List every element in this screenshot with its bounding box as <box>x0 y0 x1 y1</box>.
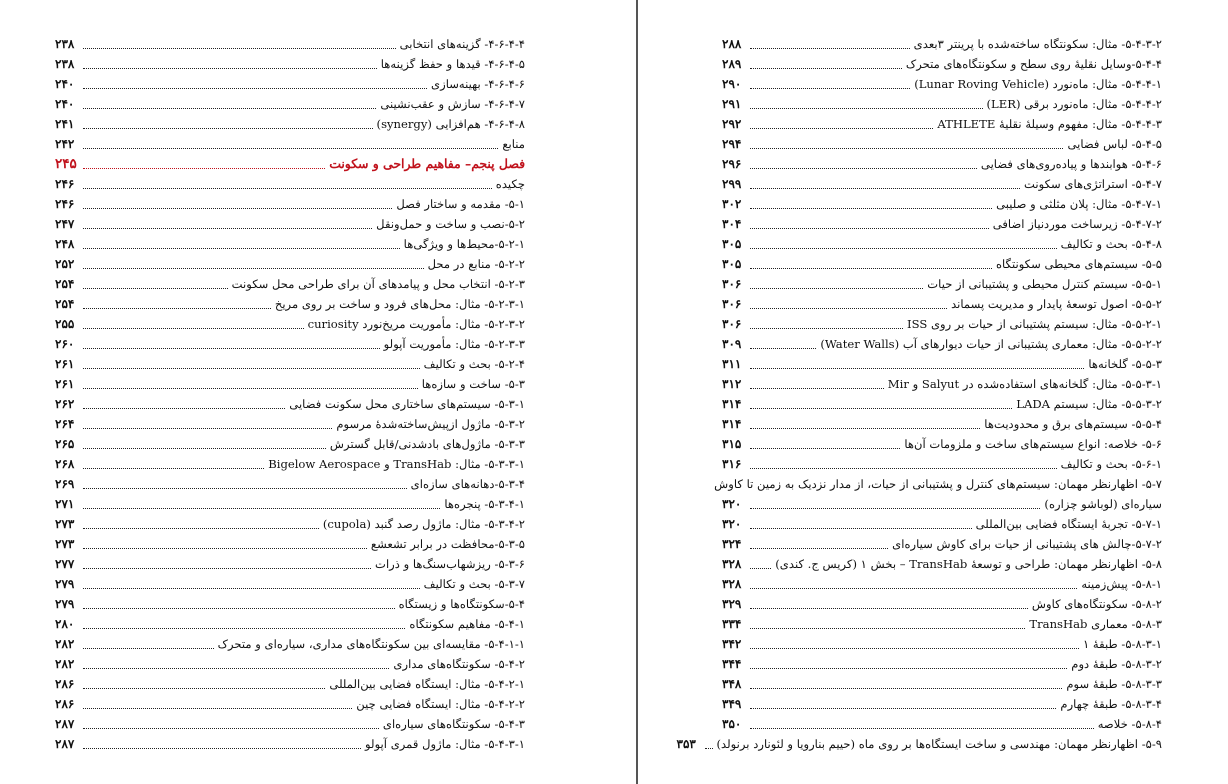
toc-dot-leader <box>83 268 424 269</box>
toc-page-number: ۲۵۵ <box>55 317 75 331</box>
toc-page-number: ۲۶۰ <box>55 337 75 351</box>
toc-dot-leader <box>750 348 816 349</box>
toc-dot-leader <box>705 748 713 749</box>
toc-entry-title: ۵-۵-۲- اصول توسعهٔ پایدار و مدیریت پسماند <box>951 297 1162 311</box>
toc-dot-leader <box>83 448 326 449</box>
toc-entry-title: ۵-۶-۱- بحث و تکالیف <box>1060 457 1162 471</box>
toc-page-number: ۲۴۰ <box>55 97 75 111</box>
toc-page-right <box>642 0 1228 784</box>
toc-entry-title: ۵-۵-۲-۲- مثال: معماری پشتیبانی از حیات دیوارهای آب (Water Walls) <box>820 337 1162 351</box>
toc-entry <box>722 134 1162 154</box>
toc-entry-title: ۵-۳-۱- سیستم‌های ساختاری محل سکونت فضایی <box>289 397 525 411</box>
toc-page-number: ۳۱۴ <box>722 397 742 411</box>
toc-entry <box>55 674 525 694</box>
toc-entry-title: ۴-۶-۴-۵- قیدها و حفظ گزینه‌ها <box>380 57 525 71</box>
toc-page-number: ۳۲۸ <box>722 577 742 591</box>
toc-page-number: ۳۱۵ <box>722 437 742 451</box>
toc-page-number: ۲۸۶ <box>55 677 75 691</box>
toc-page-number: ۲۵۴ <box>55 277 75 291</box>
toc-entry <box>722 214 1162 234</box>
toc-entry-title: ۵-۱- مقدمه و ساختار فصل <box>396 197 525 211</box>
toc-dot-leader <box>750 388 884 389</box>
toc-entry <box>722 594 1162 614</box>
toc-entry <box>55 474 525 494</box>
toc-dot-leader <box>83 68 377 69</box>
toc-dot-leader <box>750 108 983 109</box>
toc-page-number: ۲۶۲ <box>55 397 75 411</box>
toc-page-number: ۲۸۰ <box>55 617 75 631</box>
toc-page-number: ۳۳۴ <box>722 617 742 631</box>
toc-page-number: ۳۰۶ <box>722 277 742 291</box>
toc-dot-leader <box>750 648 1079 649</box>
toc-dot-leader <box>750 368 1084 369</box>
toc-entry <box>55 134 525 154</box>
toc-page-number: ۲۷۳ <box>55 517 75 531</box>
toc-page-number: ۳۱۱ <box>722 357 742 371</box>
toc-dot-leader <box>750 288 923 289</box>
toc-entry <box>722 334 1162 354</box>
toc-dot-leader <box>83 648 214 649</box>
toc-entry <box>55 634 525 654</box>
toc-dot-leader <box>750 668 1067 669</box>
toc-entry <box>722 154 1162 174</box>
toc-entry-title: ۵-۴-۲-۲- مثال: ایستگاه فضایی چین <box>356 697 525 711</box>
toc-entry <box>55 734 525 754</box>
toc-entry-title: ۵-۸-۳-۱- طبقهٔ ۱ <box>1082 637 1162 651</box>
toc-dot-leader <box>83 188 492 189</box>
toc-entry-title: ۵-۸- اظهارنظر مهمان: طراحی و توسعهٔ TransHab – بخش ۱ (کریس ج. کندی) <box>775 557 1162 571</box>
toc-entry <box>722 74 1162 94</box>
toc-entry-title: ۵-۴-۱- مفاهیم سکونتگاه <box>409 617 525 631</box>
toc-dot-leader <box>750 308 947 309</box>
toc-entry <box>722 174 1162 194</box>
toc-entry-title: منابع <box>502 137 525 151</box>
toc-page-number: ۲۳۸ <box>55 57 75 71</box>
toc-page-number: ۲۷۹ <box>55 597 75 611</box>
toc-entry <box>55 174 525 194</box>
toc-dot-leader <box>83 468 264 469</box>
toc-dot-leader <box>750 228 989 229</box>
toc-entry-title: ۵-۲-۲- منابع در محل <box>427 257 525 271</box>
toc-page-number: ۳۴۲ <box>722 637 742 651</box>
page-fold-line <box>636 0 638 784</box>
toc-entry <box>55 654 525 674</box>
toc-page-number: ۳۰۵ <box>722 237 742 251</box>
toc-entry-title: ۵-۴-۶- هوابندها و پیاده‌روی‌های فضایی <box>980 157 1162 171</box>
toc-entry-title: ۵-۲-نصب و ساخت و حمل‌ونقل <box>376 217 525 231</box>
toc-dot-leader <box>750 728 1094 729</box>
toc-dot-leader <box>83 708 352 709</box>
toc-dot-leader <box>750 148 1063 149</box>
toc-entry <box>722 494 1162 514</box>
toc-entry-title: ۵-۳-۴-دهانه‌های سازه‌ای <box>410 477 525 491</box>
toc-entry-title: ۵-۲-۴- بحث و تکالیف <box>423 357 525 371</box>
toc-entry <box>55 414 525 434</box>
toc-entry-title: ۵-۳-۳- ماژول‌های بادشدنی/قابل گسترش <box>329 437 525 451</box>
toc-entry-title: ۵-۲-۳-۲- مثال: مأموریت مریخ‌نورد curiosity <box>307 317 525 331</box>
toc-page-number: ۳۲۰ <box>722 517 742 531</box>
toc-page-number: ۳۱۴ <box>722 417 742 431</box>
toc-dot-leader <box>83 348 380 349</box>
toc-page-number: ۲۴۲ <box>55 137 75 151</box>
toc-dot-leader <box>83 748 361 749</box>
toc-entry <box>722 254 1162 274</box>
toc-entry <box>55 594 525 614</box>
toc-entry <box>722 574 1162 594</box>
toc-page-number: ۳۰۹ <box>722 337 742 351</box>
toc-entry-title: ۵-۸-۱- پیش‌زمینه <box>1081 577 1162 591</box>
toc-entry <box>55 394 525 414</box>
toc-dot-leader <box>83 628 405 629</box>
toc-entry <box>55 454 525 474</box>
toc-dot-leader <box>83 128 373 129</box>
toc-dot-leader <box>83 668 389 669</box>
toc-entry-title: ۵-۴-۳-۲- مثال: سکونتگاه ساخته‌شده با پرینتر ۳بعدی <box>913 37 1162 51</box>
toc-chapter-heading <box>55 154 525 174</box>
toc-entry-title: ۵-۵-۱- سیستم کنترل محیطی و پشتیبانی از حیات <box>927 277 1162 291</box>
toc-page-number: ۳۰۶ <box>722 297 742 311</box>
toc-dot-leader <box>83 528 319 529</box>
toc-page-number: ۲۷۷ <box>55 557 75 571</box>
toc-entry-title: چکیده <box>495 177 525 191</box>
toc-page-number: ۲۳۸ <box>55 37 75 51</box>
toc-page-number: ۲۸۷ <box>55 717 75 731</box>
toc-dot-leader <box>83 48 396 49</box>
toc-dot-leader <box>750 448 900 449</box>
toc-entry <box>722 394 1162 414</box>
toc-page-number: ۲۹۴ <box>722 137 742 151</box>
toc-entry <box>55 434 525 454</box>
toc-entry <box>722 554 1162 574</box>
toc-page-number: ۲۶۱ <box>55 377 75 391</box>
toc-entry-title: ۵-۵-۳-۱- مثال: گلخانه‌های استفاده‌شده در Salyut و Mir <box>887 377 1162 391</box>
toc-entry <box>55 234 525 254</box>
toc-entry-title: ۴-۶-۴-۸- هم‌افزایی (synergy) <box>376 117 525 131</box>
toc-entry <box>722 34 1162 54</box>
toc-page-number: ۳۱۲ <box>722 377 742 391</box>
toc-entry <box>55 554 525 574</box>
toc-entry-title: ۵-۷-۱- تجربهٔ ایستگاه فضایی بین‌المللی <box>975 517 1162 531</box>
toc-dot-leader <box>750 248 1057 249</box>
toc-dot-leader <box>83 488 407 489</box>
toc-page-number: ۳۰۲ <box>722 197 742 211</box>
toc-page-number: ۳۲۴ <box>722 537 742 551</box>
toc-dot-leader <box>83 288 228 289</box>
toc-dot-leader <box>83 408 285 409</box>
toc-page-number: ۲۴۰ <box>55 77 75 91</box>
toc-page-number: ۲۸۲ <box>55 657 75 671</box>
toc-dot-leader <box>83 248 400 249</box>
toc-dot-leader <box>83 208 392 209</box>
toc-entry-title: ۵-۴-۴-وسایل نقلیهٔ روی سطح و سکونتگاه‌های متحرک <box>905 57 1162 71</box>
toc-dot-leader <box>83 728 379 729</box>
toc-dot-leader <box>750 468 1057 469</box>
toc-entry <box>722 674 1162 694</box>
toc-entry-title: ۵-۲-۳-۱- مثال: محل‌های فرود و ساخت بر روی مریخ <box>274 297 525 311</box>
toc-entry-title: ۵-۵-۲-۱- مثال: سیستم پشتیبانی از حیات بر روی ISS <box>907 317 1162 331</box>
toc-entry-title: ۵-۶- خلاصه: انواع سیستم‌های ساخت و ملزومات آن‌ها <box>904 437 1162 451</box>
toc-entry <box>55 614 525 634</box>
toc-entry-title: ۵-۳-۲- ماژول ازپیش‌ساخته‌شدهٔ مرسوم <box>336 417 525 431</box>
toc-entry-title: ۵-۷- اظهارنظر مهمان: سیستم‌های کنترل و پشتیبانی از حیات، از مدار نزدیک به زمین تا کاوش <box>714 477 1162 491</box>
toc-entry-title: ۵-۴-۳- سکونتگاه‌های سیاره‌ای <box>382 717 525 731</box>
toc-entry <box>55 714 525 734</box>
toc-page-number: ۳۴۸ <box>722 677 742 691</box>
toc-page-number: ۲۸۷ <box>55 737 75 751</box>
toc-entry <box>722 234 1162 254</box>
toc-entry <box>722 114 1162 134</box>
toc-entry <box>722 54 1162 74</box>
toc-entry <box>722 434 1162 454</box>
toc-entry-title: ۵-۴-۴-۲- مثال: ماه‌نورد برقی (LER) <box>986 97 1162 111</box>
toc-entry-title: ۵-۸-۲- سکونتگاه‌های کاوش <box>1031 597 1162 611</box>
toc-page-number: ۲۷۱ <box>55 497 75 511</box>
toc-page-number: ۳۴۴ <box>722 657 742 671</box>
toc-entry-title: ۵-۴-۳-۱- مثال: ماژول قمری آپولو <box>365 737 525 751</box>
toc-entry <box>722 614 1162 634</box>
toc-entry-title: ۵-۳- ساخت و سازه‌ها <box>421 377 525 391</box>
toc-entry-title: ۵-۸-۴- خلاصه <box>1097 717 1162 731</box>
toc-entry-title: ۵-۸-۳-۴- طبقهٔ چهارم <box>1060 697 1162 711</box>
toc-entry-title: ۵-۴-۷-۱- مثال: پلان مثلثی و صلیبی <box>996 197 1162 211</box>
toc-entry <box>55 34 525 54</box>
toc-dot-leader <box>750 428 980 429</box>
toc-page-number: ۳۵۰ <box>722 717 742 731</box>
toc-entry <box>722 634 1162 654</box>
toc-dot-leader <box>83 308 271 309</box>
toc-dot-leader <box>750 328 903 329</box>
toc-page-number: ۲۹۰ <box>722 77 742 91</box>
toc-entry <box>55 374 525 394</box>
toc-entry <box>55 214 525 234</box>
toc-dot-leader <box>83 88 427 89</box>
toc-entry-title: ۵-۳-۴-۲- مثال: ماژول رصد گنبد (cupola) <box>322 517 525 531</box>
toc-dot-leader <box>83 168 325 169</box>
toc-entry <box>55 94 525 114</box>
toc-dot-leader <box>83 328 304 329</box>
toc-page-number: ۲۶۹ <box>55 477 75 491</box>
toc-entry <box>55 314 525 334</box>
toc-page-number: ۲۸۲ <box>55 637 75 651</box>
toc-entry-title: ۵-۵-۳- گلخانه‌ها <box>1088 357 1162 371</box>
toc-page-number: ۲۴۶ <box>55 177 75 191</box>
toc-dot-leader <box>750 408 1012 409</box>
toc-dot-leader <box>83 428 332 429</box>
toc-entry <box>55 354 525 374</box>
toc-entry-title: ۵-۳-۴-۱- پنجره‌ها <box>444 497 525 511</box>
toc-page-number: ۲۵۲ <box>55 257 75 271</box>
toc-dot-leader <box>83 588 420 589</box>
toc-page-number: ۳۰۴ <box>722 217 742 231</box>
toc-entry <box>722 454 1162 474</box>
toc-entry-title: ۵-۴-۷- استراتژی‌های سکونت <box>1023 177 1162 191</box>
toc-entry <box>722 414 1162 434</box>
toc-dot-leader <box>750 528 972 529</box>
toc-page-number: ۲۴۸ <box>55 237 75 251</box>
toc-entry-title: ۵-۲-۳- انتخاب محل و پیامدهای آن برای طراحی محل سکونت <box>231 277 525 291</box>
toc-dot-leader <box>750 508 1040 509</box>
toc-page-number: ۳۴۹ <box>722 697 742 711</box>
toc-dot-leader <box>83 388 418 389</box>
toc-entry-title: ۵-۸-۳-۳- طبقهٔ سوم <box>1066 677 1162 691</box>
toc-entry-title: ۵-۴-سکونتگاه‌ها و زیستگاه <box>398 597 525 611</box>
toc-entry-title: ۵-۵-۴- سیستم‌های برق و محدودیت‌ها <box>984 417 1162 431</box>
toc-page-number: ۳۲۸ <box>722 557 742 571</box>
toc-entry-title: ۵-۴-۸- بحث و تکالیف <box>1060 237 1162 251</box>
toc-entry-title: ۵-۲-۱-محیط‌ها و ویژگی‌ها <box>403 237 525 251</box>
toc-dot-leader <box>750 48 910 49</box>
toc-page-number: ۳۰۶ <box>722 317 742 331</box>
toc-dot-leader <box>750 68 902 69</box>
toc-entry-title: سیاره‌ای (لوباشو چزاره) <box>1044 497 1162 511</box>
toc-dot-leader <box>83 548 367 549</box>
toc-page-number: ۲۶۵ <box>55 437 75 451</box>
toc-page-number: ۲۹۲ <box>722 117 742 131</box>
toc-entry <box>55 534 525 554</box>
toc-entry <box>722 534 1162 554</box>
toc-entry <box>55 494 525 514</box>
toc-entry-title: ۵-۸-۳- معماری TransHab <box>1029 617 1162 631</box>
toc-page-number: ۳۱۶ <box>722 457 742 471</box>
toc-entry-title: ۵-۴-۲-۱- مثال: ایستگاه فضایی بین‌المللی <box>329 677 525 691</box>
toc-entry <box>722 514 1162 534</box>
toc-entry-title: ۵-۴-۴-۱- مثال: ماه‌نورد (Lunar Roving Vehicle) <box>914 77 1162 91</box>
toc-page-number: ۳۵۳ <box>676 737 696 751</box>
toc-entry <box>676 734 1162 754</box>
toc-page-number: ۳۲۰ <box>722 497 742 511</box>
toc-entry <box>722 694 1162 714</box>
toc-entry-title: ۵-۸-۳-۲- طبقهٔ دوم <box>1071 657 1162 671</box>
toc-page-number: ۲۴۵ <box>55 156 77 172</box>
toc-entry <box>55 514 525 534</box>
toc-entry-title: ۵-۳-۷- بحث و تکالیف <box>423 577 525 591</box>
toc-dot-leader <box>83 228 372 229</box>
toc-entry-title: ۵-۵- سیستم‌های محیطی سکونتگاه <box>995 257 1162 271</box>
toc-dot-leader <box>750 588 1077 589</box>
toc-entry <box>722 374 1162 394</box>
toc-page-number: ۲۹۶ <box>722 157 742 171</box>
toc-entry <box>55 274 525 294</box>
toc-page-number: ۲۷۳ <box>55 537 75 551</box>
toc-entry-title: ۵-۳-۶- ریزشهاب‌سنگ‌ها و ذرات <box>375 557 525 571</box>
toc-entry <box>55 54 525 74</box>
toc-dot-leader <box>750 688 1062 689</box>
toc-dot-leader <box>750 188 1020 189</box>
toc-dot-leader <box>750 548 888 549</box>
toc-dot-leader <box>750 608 1028 609</box>
toc-entry <box>55 74 525 94</box>
toc-entry-title: فصل پنجم– مفاهیم طراحی و سکونت <box>329 156 525 171</box>
toc-dot-leader <box>83 568 371 569</box>
toc-entry <box>722 94 1162 114</box>
toc-page-number: ۲۸۸ <box>722 37 742 51</box>
toc-entry <box>722 714 1162 734</box>
toc-page-number: ۲۶۱ <box>55 357 75 371</box>
toc-entry <box>722 274 1162 294</box>
toc-entry <box>55 694 525 714</box>
toc-page-number: ۳۲۹ <box>722 597 742 611</box>
toc-page-number: ۳۰۵ <box>722 257 742 271</box>
toc-entry <box>55 334 525 354</box>
toc-dot-leader <box>750 88 910 89</box>
toc-dot-leader <box>750 208 992 209</box>
toc-entry <box>55 114 525 134</box>
toc-entry-title: ۵-۴-۱-۱- مقایسه‌ای بین سکونتگاه‌های مداری، سیاره‌ای و متحرک <box>217 637 525 651</box>
toc-page-number: ۲۸۶ <box>55 697 75 711</box>
toc-page-number: ۲۵۴ <box>55 297 75 311</box>
toc-entry <box>55 574 525 594</box>
toc-entry <box>55 294 525 314</box>
toc-dot-leader <box>83 608 395 609</box>
toc-dot-leader <box>750 128 933 129</box>
toc-entry-title: ۵-۵-۳-۲- مثال: سیستم LADA <box>1016 397 1162 411</box>
toc-entry <box>722 194 1162 214</box>
toc-dot-leader <box>750 628 1025 629</box>
toc-entry-title: ۵-۳-۵-محافظت در برابر تشعشع <box>370 537 525 551</box>
toc-entry-title: ۴-۶-۴-۶- بهینه‌سازی <box>431 77 525 91</box>
toc-entry-title: ۵-۲-۳-۳- مثال: مأموریت آپولو <box>383 337 525 351</box>
toc-page-number: ۲۷۹ <box>55 577 75 591</box>
toc-entry <box>722 314 1162 334</box>
toc-entry-title: ۵-۹- اظهارنظر مهمان: مهندسی و ساخت ایستگاه‌ها بر روی ماه (حییم بنارویا و لئونارد برنولد) <box>716 737 1162 751</box>
toc-entry-title: ۵-۴-۷-۲- زیرساخت موردنیاز اضافی <box>992 217 1162 231</box>
toc-dot-leader <box>83 508 440 509</box>
toc-dot-leader <box>750 268 992 269</box>
toc-list-left <box>55 34 525 754</box>
toc-dot-leader <box>83 368 420 369</box>
toc-dot-leader <box>750 568 771 569</box>
toc-page-number: ۲۴۷ <box>55 217 75 231</box>
toc-page-number: ۲۴۶ <box>55 197 75 211</box>
toc-page-number: ۲۹۱ <box>722 97 742 111</box>
toc-page-number: ۲۶۸ <box>55 457 75 471</box>
toc-page-number: ۲۶۴ <box>55 417 75 431</box>
toc-entry-title: ۴-۶-۴-۷- سازش و عقب‌نشینی <box>380 97 525 111</box>
toc-dot-leader <box>83 148 498 149</box>
toc-entry <box>722 654 1162 674</box>
toc-entry <box>722 354 1162 374</box>
toc-entry <box>55 194 525 214</box>
toc-dot-leader <box>750 708 1056 709</box>
toc-page-number: ۲۴۱ <box>55 117 75 131</box>
toc-entry <box>722 294 1162 314</box>
toc-page-number: ۲۹۹ <box>722 177 742 191</box>
toc-entry-title: ۵-۴-۴-۳- مثال: مفهوم وسیلهٔ نقلیهٔ ATHLETE <box>937 117 1162 131</box>
toc-list-right <box>676 34 1162 754</box>
toc-entry-title: ۵-۳-۳-۱- مثال: TransHab و Bigelow Aerospace <box>268 457 525 471</box>
toc-entry-title: ۵-۴-۵- لباس فضایی <box>1067 137 1162 151</box>
toc-entry <box>714 474 1162 494</box>
toc-entry-title: ۵-۷-۲-چالش های پشتیبانی از حیات برای کاوش سیاره‌ای <box>892 537 1162 551</box>
toc-entry-title: ۵-۴-۲- سکونتگاه‌های مداری <box>393 657 525 671</box>
toc-dot-leader <box>83 108 376 109</box>
toc-page-number: ۲۸۹ <box>722 57 742 71</box>
toc-dot-leader <box>83 688 325 689</box>
toc-entry <box>55 254 525 274</box>
toc-dot-leader <box>750 168 977 169</box>
toc-entry-title: ۴-۶-۴-۴- گزینه‌های انتخابی <box>399 37 525 51</box>
